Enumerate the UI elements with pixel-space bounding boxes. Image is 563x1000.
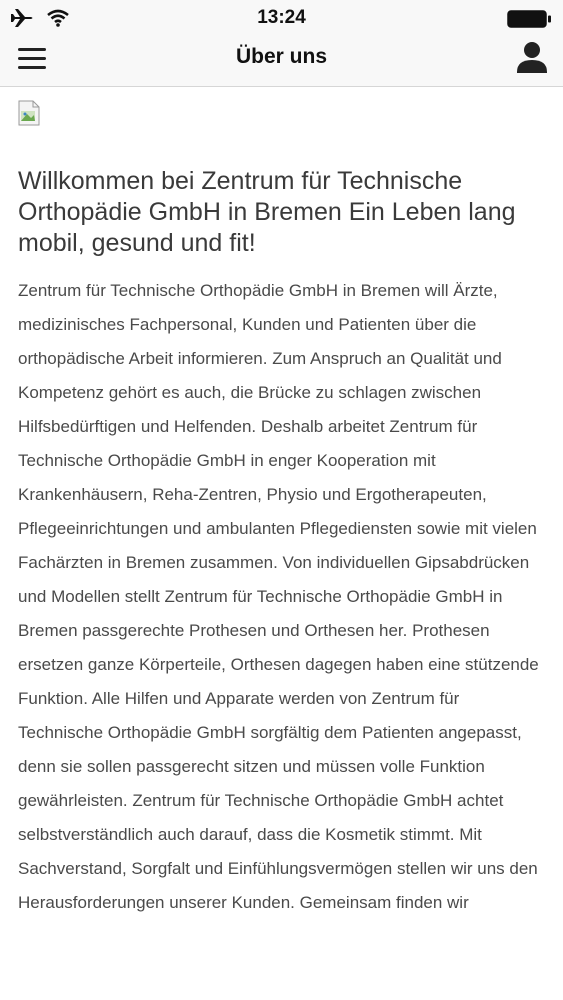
user-profile-icon[interactable] bbox=[513, 39, 551, 79]
navigation-bar bbox=[0, 34, 563, 87]
welcome-headline: Willkommen bei Zentrum für Technische Orthopädie GmbH in Bremen Ein Leben lang mobil, gesund und fit! bbox=[18, 167, 516, 257]
status-bar bbox=[0, 0, 563, 34]
main-content bbox=[18, 100, 548, 920]
status-time: 13:24 bbox=[257, 7, 306, 28]
battery-icon bbox=[507, 10, 553, 28]
about-paragraph: Zentrum für Technische Orthopädie GmbH in Bremen will Ärzte, medizinisches Fachpersonal, Kunden und Patienten über die orthopädische Arbeit informieren. Zum Anspruch an Qualität und Kompetenz gehört es auch, die Brücke zu schlagen zwischen Hilfsbedürftigen und Helfenden. Deshalb arbeitet Zentrum für Technische Orthopädie GmbH in enger Kooperation mit Krankenhäusern, Reha-Zentren, Physio und Ergotherapeuten, Pflegeeinrichtungen und ambulanten Pflegediensten sowie mit vielen Fachärzten in Bremen zusammen. Von individuellen Gipsabdrücken und Modellen stellt Zentrum für Technische Orthopädie GmbH in Bremen passgerechte Prothesen und Orthesen her. Prothesen ersetzen ganze Körperteile, Orthesen dagegen haben eine stützende Funktion. Alle Hilfen und Apparate werden von Zentrum für Technische Orthopädie GmbH sorgfältig dem Patienten angepasst, denn sie sollen passgerecht sitzen und müssen volle Funktion gewährleisten. Zentrum für Technische Orthopädie GmbH achtet selbstverständlich auch darauf, dass die Kosmetik stimmt. Mit Sachverstand, Sorgfalt und Einfühlungsvermögen stellen wir uns den Herausforderungen unserer Kunden. Gemeinsam finden wir bbox=[18, 281, 539, 912]
page-title: Über uns bbox=[235, 45, 327, 68]
broken-image-icon bbox=[18, 100, 40, 126]
